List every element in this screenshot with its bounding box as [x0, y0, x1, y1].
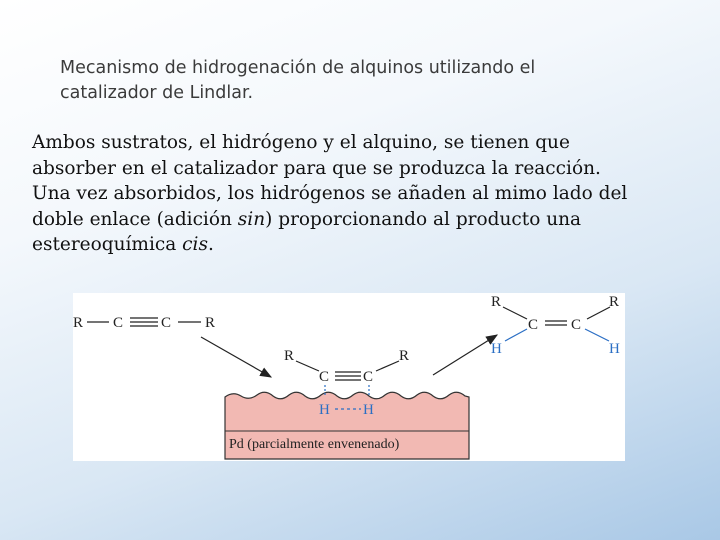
product-c-right: C — [571, 317, 582, 333]
adsorbed-h-left: H — [319, 402, 330, 418]
slide-title — [60, 56, 620, 106]
product-bond-r-right — [587, 307, 610, 319]
sin-term: sin — [237, 208, 266, 230]
title-line-1: Mecanismo de hidrogenación de alquinos utilizando el — [60, 58, 536, 78]
body-line-5-start: estereoquímica — [32, 234, 183, 255]
product-bond-r-left — [503, 307, 527, 319]
adsorption-arrow — [201, 337, 271, 377]
body-line-4-start: doble enlace (adición — [32, 208, 238, 230]
adsorbed-bond-r-left — [296, 361, 319, 371]
adsorbed-h-right: H — [363, 402, 374, 418]
adsorbed-r-right: R — [399, 348, 410, 364]
adsorbed-c-left: C — [319, 369, 330, 385]
body-line-1: Ambos sustratos, el hidrógeno y el alquino, se tienen que — [32, 132, 570, 153]
alkyne-c-right: C — [161, 315, 172, 331]
alkyne-molecule — [73, 315, 215, 331]
adsorbed-c-right: C — [363, 369, 374, 385]
body-line-4-end: ) proporcionando al producto una — [265, 208, 582, 230]
cis-term: cis — [182, 234, 208, 255]
cis-alkene-product — [491, 294, 620, 357]
desorption-arrow — [433, 335, 497, 375]
alkyne-r-left: R — [73, 315, 84, 331]
alkyne-r-right: R — [205, 315, 216, 331]
body-line-4 — [32, 207, 708, 233]
product-r-left: R — [491, 294, 502, 310]
title-line-2: catalizador de Lindlar. — [60, 83, 254, 103]
adsorbed-triple-bond — [335, 372, 361, 380]
product-double-bond — [545, 321, 567, 325]
lindlar-mechanism-diagram — [73, 293, 625, 461]
body-line-5-end: . — [207, 234, 214, 255]
product-r-right: R — [609, 294, 620, 310]
adsorbed-r-left: R — [284, 348, 295, 364]
product-h-right: H — [609, 341, 620, 357]
product-h-left: H — [491, 341, 502, 357]
product-c-left: C — [528, 317, 539, 333]
product-bond-h-left — [505, 329, 527, 341]
catalyst-label: Pd (parcialmente envenenado) — [229, 437, 400, 452]
alkyne-triple-bond — [130, 318, 158, 326]
alkyne-c-left: C — [113, 315, 124, 331]
body-line-2: absorber en el catalizador para que se produzca la reacción. — [32, 157, 601, 179]
adsorbed-bond-r-right — [376, 361, 399, 371]
body-paragraph — [32, 130, 708, 258]
product-bond-h-right — [585, 329, 609, 341]
body-line-5 — [32, 232, 708, 258]
mechanism-svg — [73, 293, 625, 461]
body-line-3: Una vez absorbidos, los hidrógenos se añaden al mimo lado del — [32, 183, 628, 204]
